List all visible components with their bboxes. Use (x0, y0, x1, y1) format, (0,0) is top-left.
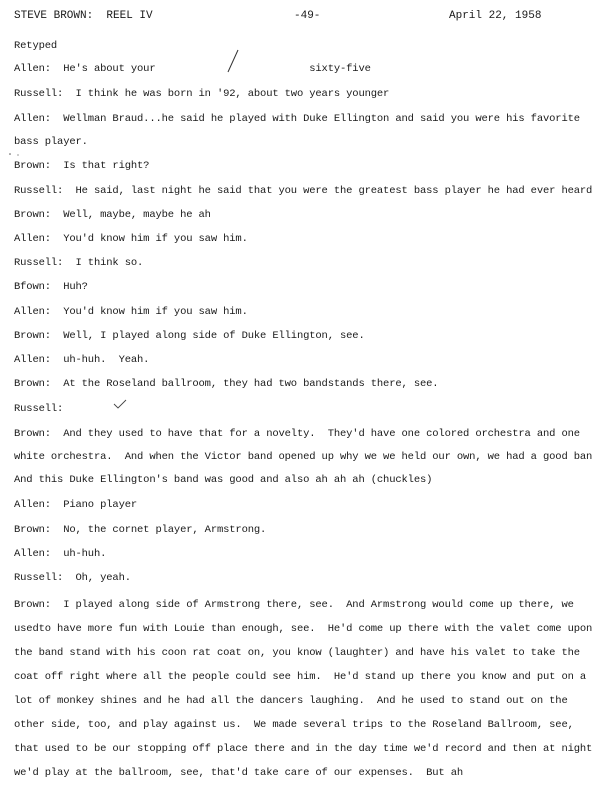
transcript-line: coat off right where all the people could see him. He'd stand up there you know and put on a (14, 671, 587, 683)
transcript-line: Brown: At the Roseland ballroom, they had two bandstands there, see. (14, 378, 439, 390)
transcript-line: lot of monkey shines and he had all the dancers laughing. And he used to stand out on the (14, 695, 568, 707)
transcript-line: Russell: I think so. (14, 257, 144, 269)
transcript-line: the band stand with his coon rat coat on, you know (laughter) and have his valet to take the (14, 647, 580, 659)
transcript-line: Allen: You'd know him if you saw him. (14, 306, 248, 318)
transcript-line: Bfown: Huh? (14, 281, 88, 293)
header-title: STEVE BROWN: REEL IV (14, 10, 153, 22)
retyped-note: Retyped (14, 40, 58, 52)
transcript-line: Allen: uh-huh. (14, 548, 107, 560)
transcript-line: Brown: And they used to have that for a novelty. They'd have one colored orchestra and one (14, 428, 580, 440)
transcript-line: Brown: No, the cornet player, Armstrong. (14, 524, 267, 536)
transcript-line: Russell: I think he was born in '92, about two years younger (14, 88, 390, 100)
transcript-line: Allen: You'd know him if you saw him. (14, 233, 248, 245)
transcript-line: Russell: Oh, yeah. (14, 572, 131, 584)
transcript-line: Brown: Is that right? (14, 160, 150, 172)
transcript-line: Russell: (14, 403, 64, 415)
transcript-line: Allen: uh-huh. Yeah. (14, 354, 150, 366)
transcript-line: usedto have more fun with Louie than enough, see. He'd come up there with the valet come upon (14, 623, 593, 635)
header-date: April 22, 1958 (449, 10, 542, 22)
transcript-line: Russell: He said, last night he said that you were the greatest bass player he had ever heard (14, 185, 593, 197)
check-mark (112, 398, 128, 410)
transcript-line: Allen: Piano player (14, 499, 138, 511)
transcript-line: And this Duke Ellington's band was good and also ah ah ah (chuckles) (14, 474, 433, 486)
speck-mark (6, 150, 22, 158)
transcript-line: bass player. (14, 136, 88, 148)
pencil-slash-mark (225, 48, 241, 74)
transcript-line: Brown: Well, I played along side of Duke Ellington, see. (14, 330, 365, 342)
page-number: -49- (294, 10, 321, 22)
transcript-line: we'd play at the ballroom, see, that'd take care of our expenses. But ah (14, 767, 464, 779)
transcript-line: Brown: I played along side of Armstrong there, see. And Armstrong would come up there, we (14, 599, 574, 611)
transcript-line: other side, too, and play against us. We made several trips to the Roseland Ballroom, see, (14, 719, 574, 731)
transcript-line: Allen: He's about your sixty-five (14, 63, 371, 75)
transcript-line: that used to be our stopping off place there and in the day time we'd record and then at night (14, 743, 593, 755)
transcript-line: Allen: Wellman Braud...he said he played with Duke Ellington and said you were his favorite (14, 113, 580, 125)
transcript-line: white orchestra. And when the Victor band opened up why we we held our own, we had a good ban (14, 451, 593, 463)
transcript-line: Brown: Well, maybe, maybe he ah (14, 209, 211, 221)
